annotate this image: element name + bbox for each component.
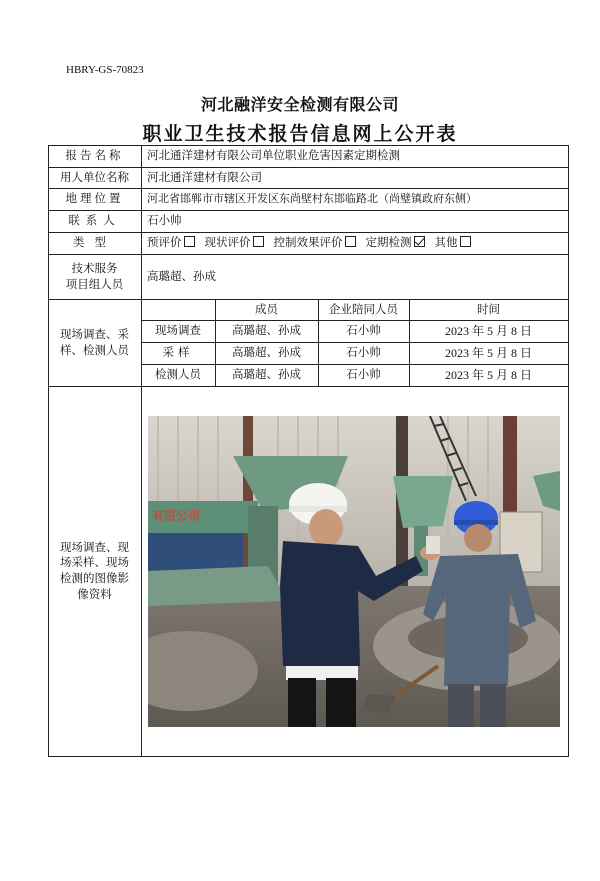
site-inspection-photo [148,416,560,727]
survey-row-escort: 石小帅 [346,323,381,338]
report-name-label: 报告名称 [65,148,124,163]
info-table [48,145,569,757]
survey-row-escort: 石小帅 [346,367,381,382]
survey-row-name: 采样 [162,345,194,360]
type-option-pre-evaluation[interactable]: 预评价 [147,235,205,251]
report-name-value: 河北通洋建材有限公司单位职业危害因素定期检测 [147,148,400,163]
team-value: 高璐超、孙成 [147,268,216,283]
survey-row-name: 检测人员 [155,367,201,382]
location-label: 地理位置 [65,191,124,206]
checkbox-icon[interactable] [345,236,356,247]
checked-checkbox-icon[interactable] [414,236,425,247]
type-options [141,232,568,254]
survey-header-escort: 企业陪同人员 [329,301,398,316]
machine-signage: 有限公司 [152,509,201,523]
survey-row-name: 现场调查 [155,323,201,338]
survey-header-members: 成员 [255,301,278,316]
company-name: 河北融洋安全检测有限公司 [200,95,399,114]
survey-header-date: 时间 [477,301,500,316]
checkbox-icon[interactable] [460,236,471,247]
location-value: 河北省邯郸市市辖区开发区东尚壁村东邯临路北（尚璧镇政府东侧） [147,191,477,205]
table-line [568,145,569,757]
type-label: 类型 [73,235,116,250]
employer-label: 用人单位名称 [60,169,129,184]
survey-row-date: 2023 年 5 月 8 日 [444,345,532,360]
survey-label: 现场调查、采 样、检测人员 [60,326,129,357]
survey-row-members: 高璐超、孙成 [232,345,301,360]
checkbox-icon[interactable] [253,236,264,247]
survey-row-members: 高璐超、孙成 [232,367,301,382]
image-section-label: 现场调查、现 场采样、现场 检测的图像影 像资料 [60,539,129,601]
form-title: 职业卫生技术报告信息网上公开表 [142,123,458,145]
survey-row-date: 2023 年 5 月 8 日 [444,367,532,382]
team-label: 技术服务 项目组人员 [65,260,124,291]
contact-value: 石小帅 [147,213,182,228]
survey-row-date: 2023 年 5 月 8 日 [444,323,532,338]
type-option-control-evaluation[interactable]: 控制效果评价 [274,235,366,251]
document-code: HBRY-GS-70823 [66,64,144,76]
survey-row-escort: 石小帅 [346,345,381,360]
type-option-periodic-testing[interactable]: 定期检测 [366,235,435,251]
contact-label: 联系人 [68,213,121,228]
type-option-other[interactable]: 其他 [435,235,481,251]
survey-row-members: 高璐超、孙成 [232,323,301,338]
checkbox-icon[interactable] [184,236,195,247]
table-line [48,756,569,757]
employer-value: 河北通洋建材有限公司 [147,169,262,184]
type-option-status-evaluation[interactable]: 现状评价 [205,235,274,251]
factory-scene-illustration [148,416,560,727]
